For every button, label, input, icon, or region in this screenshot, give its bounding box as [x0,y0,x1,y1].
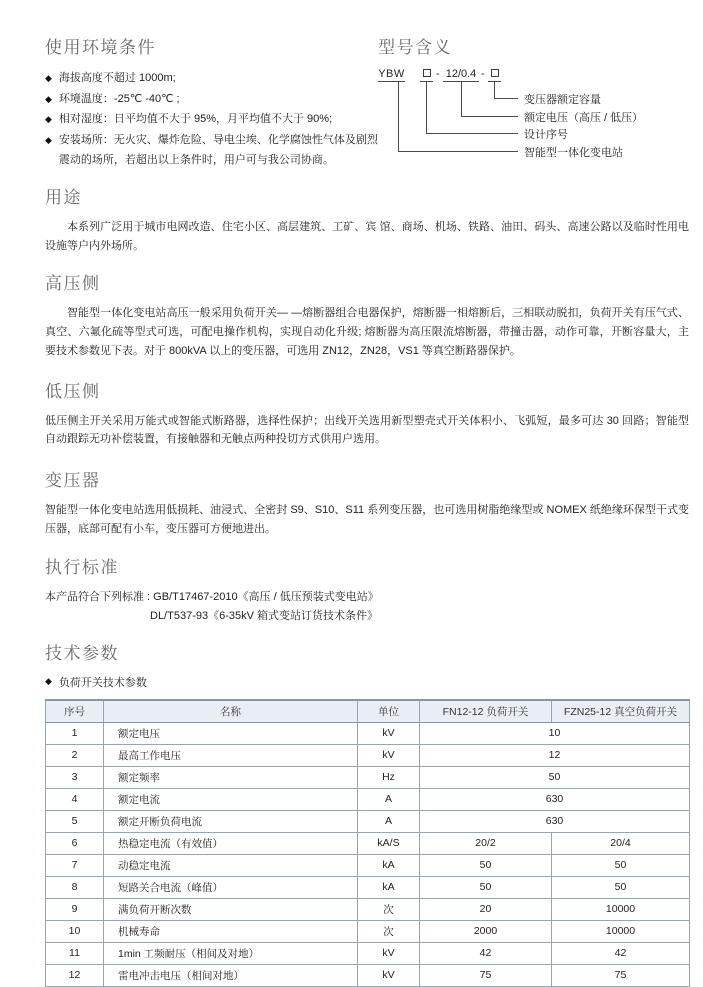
table-row [46,810,690,832]
cell-unit: kV [358,744,420,766]
cell-no: 12 [46,964,104,986]
lv-side-body: 低压侧主开关采用万能式或智能式断路器，选择性保护；出线开关选用新型塑壳式开关体积小、飞弧短，最多可达 30 回路；智能型自动跟踪无功补偿装置，有接触器和无触点两种投切方式供用户选用。 [45,414,689,446]
hv-side-body: 智能型一体化变电站高压一般采用负荷开关— —熔断器组合电器保护，熔断器一相熔断后，三相联动脱扣，负荷开关有压气式、真空、六氟化硫等型式可选，可配电操作机构，实现自动化升级; 熔断器为高压限流熔断器，带撞击器，动作可靠，开断容量大，主要技术参数见下表。对于 800kVA 以上的变压器，可选用 ZN12，ZN28，VS1 等真空断路器保护。 [45,306,689,357]
table-row [46,832,690,854]
cell-name: 额定电压 [104,722,358,744]
cell-name: 机械寿命 [104,920,358,942]
cell-no: 4 [46,788,104,810]
cell-no: 2 [46,744,104,766]
diagram-label-station-type: 智能型一体化变电站 [524,147,623,159]
cell-fn-value: 42 [420,942,552,964]
cell-name: 短路关合电流（峰值） [104,876,358,898]
cell-fzn-value: 10000 [552,920,690,942]
env-item-text: 相对湿度：日平均值不大于 95%，月平均值不大于 90%; [58,113,333,126]
standards-section [45,553,689,626]
model-meaning-title: 型号含义 [378,38,452,57]
standards-line-1: 本产品符合下列标准 : GB/T17467-2010《高压 / 低压预装式变电站》 [45,591,379,604]
list-item [45,89,378,110]
cell-no: 3 [46,766,104,788]
cell-name: 热稳定电流（有效值） [104,832,358,854]
cell-no: 11 [46,942,104,964]
cell-merged-value: 50 [420,766,690,788]
cell-name: 额定频率 [104,766,358,788]
lv-side-title: 低压侧 [45,381,101,401]
cell-name: 最高工作电压 [104,744,358,766]
cell-merged-value: 630 [420,810,690,832]
diagram-label-voltage: 额定电压（高压 / 低压） [524,112,644,124]
top-row [45,33,689,173]
cell-fn-value: 20 [420,898,552,920]
cell-unit: kV [358,722,420,744]
table-row [46,920,690,942]
cell-no: 9 [46,898,104,920]
cell-fzn-value: 42 [552,942,690,964]
cell-no: 1 [46,722,104,744]
env-item-text: 海拔高度不超过 1000m; [58,72,176,84]
tech-subtitle-row [45,674,689,690]
table-row [46,898,690,920]
cell-fn-value: 20/2 [420,832,552,854]
tech-subtitle: 负荷开关技术参数 [58,676,147,689]
table-row [46,964,690,986]
cell-fzn-value: 50 [552,876,690,898]
col-header-name: 名称 [104,700,358,723]
model-meaning-section [378,33,689,173]
table-row [46,942,690,964]
cell-fzn-value: 10000 [552,898,690,920]
table-row [46,854,690,876]
cell-name: 1min 工频耐压（相间及对地） [104,942,358,964]
cell-no: 10 [46,920,104,942]
model-placeholder-box [488,68,501,82]
diamond-bullet-icon: ◆ [45,73,52,83]
connector-line [398,82,518,152]
env-item-text: 安装场所：无火灾、爆炸危险、导电尘埃、化学腐蚀性气体及剧烈震动的场所，若超出以上条件时，用户可与我公司协商。 [58,134,378,167]
cell-merged-value: 12 [420,744,690,766]
cell-no: 5 [46,810,104,832]
cell-merged-value: 10 [420,722,690,744]
cell-fzn-value: 20/4 [552,832,690,854]
lv-side-section [45,377,689,450]
cell-unit: A [358,788,420,810]
col-header-fzn25: FZN25-12 真空负荷开关 [552,700,690,723]
cell-no: 6 [46,832,104,854]
cell-unit: A [358,810,420,832]
hv-side-section [45,269,689,361]
cell-name: 满负荷开断次数 [104,898,358,920]
cell-unit: kA [358,854,420,876]
cell-fn-value: 50 [420,854,552,876]
cell-no: 7 [46,854,104,876]
model-separator: - [436,68,440,80]
transformer-title: 变压器 [45,471,101,491]
model-code-diagram [378,68,689,164]
cell-fn-value: 2000 [420,920,552,942]
cell-unit: kV [358,942,420,964]
cell-no: 8 [46,876,104,898]
diagram-label-capacity: 变压器额定容量 [524,94,601,106]
hv-side-title: 高压侧 [45,273,101,293]
cell-merged-value: 630 [420,788,690,810]
diamond-bullet-icon: ◆ [45,675,52,686]
environment-title: 使用环境条件 [45,38,156,57]
model-prefix: YBW [378,68,405,80]
cell-name: 额定电流 [104,788,358,810]
usage-body: 本系列广泛用于城市电网改造、住宅小区、高层建筑、工矿、宾 馆、商场、机场、铁路、油田、码头、高速公路以及临时性用电设施等户内外场所。 [45,221,689,252]
table-row [46,876,690,898]
list-item [45,109,378,130]
placeholder-square-icon [423,69,431,77]
table-row [46,788,690,810]
model-separator: - [481,68,485,80]
environment-list [45,68,378,171]
cell-unit: kV [358,964,420,986]
standards-title: 执行标准 [45,558,119,578]
usage-title: 用途 [45,188,82,207]
diamond-bullet-icon: ◆ [45,114,52,125]
table-row [46,766,690,788]
table-row [46,722,690,744]
model-placeholder-box [420,68,433,82]
transformer-body: 智能型一体化变电站选用低损耗、油浸式、全密封 S9、S10、S11 系列变压器，也可选用树脂绝缘型或 NOMEX 纸绝缘环保型干式变压器，底部可配有小车，变压器可方便地进出。 [45,504,689,536]
model-voltage-code: 12/0.4 [443,68,479,82]
table-row [46,744,690,766]
col-header-fn12: FN12-12 负荷开关 [420,700,552,723]
cell-unit: kA/S [358,832,420,854]
env-item-text: 环境温度：-25℃ -40℃ ; [58,92,180,105]
tech-params-title: 技术参数 [45,643,119,663]
usage-section [45,183,689,256]
environment-section [45,33,378,173]
cell-unit: 次 [358,920,420,942]
diamond-bullet-icon: ◆ [45,93,52,104]
tech-params-section [45,639,689,987]
table-header-row [46,700,690,723]
diamond-bullet-icon: ◆ [45,135,52,146]
col-header-unit: 单位 [358,700,420,723]
list-item [45,130,378,171]
cell-unit: Hz [358,766,420,788]
cell-fn-value: 75 [420,964,552,986]
cell-unit: kA [358,876,420,898]
cell-name: 雷电冲击电压（相间对地） [104,964,358,986]
cell-fn-value: 50 [420,876,552,898]
cell-name: 动稳定电流 [104,854,358,876]
list-item [45,68,378,89]
transformer-section [45,466,689,539]
cell-fzn-value: 75 [552,964,690,986]
cell-name: 额定开断负荷电流 [104,810,358,832]
standards-line-2: DL/T537-93《6-35kV 箱式变站订货技术条件》 [150,610,378,623]
diagram-label-design-no: 设计序号 [524,129,568,141]
load-switch-params-table [45,699,690,987]
cell-fzn-value: 50 [552,854,690,876]
cell-unit: 次 [358,898,420,920]
col-header-no: 序号 [46,700,104,723]
placeholder-square-icon [491,69,499,77]
